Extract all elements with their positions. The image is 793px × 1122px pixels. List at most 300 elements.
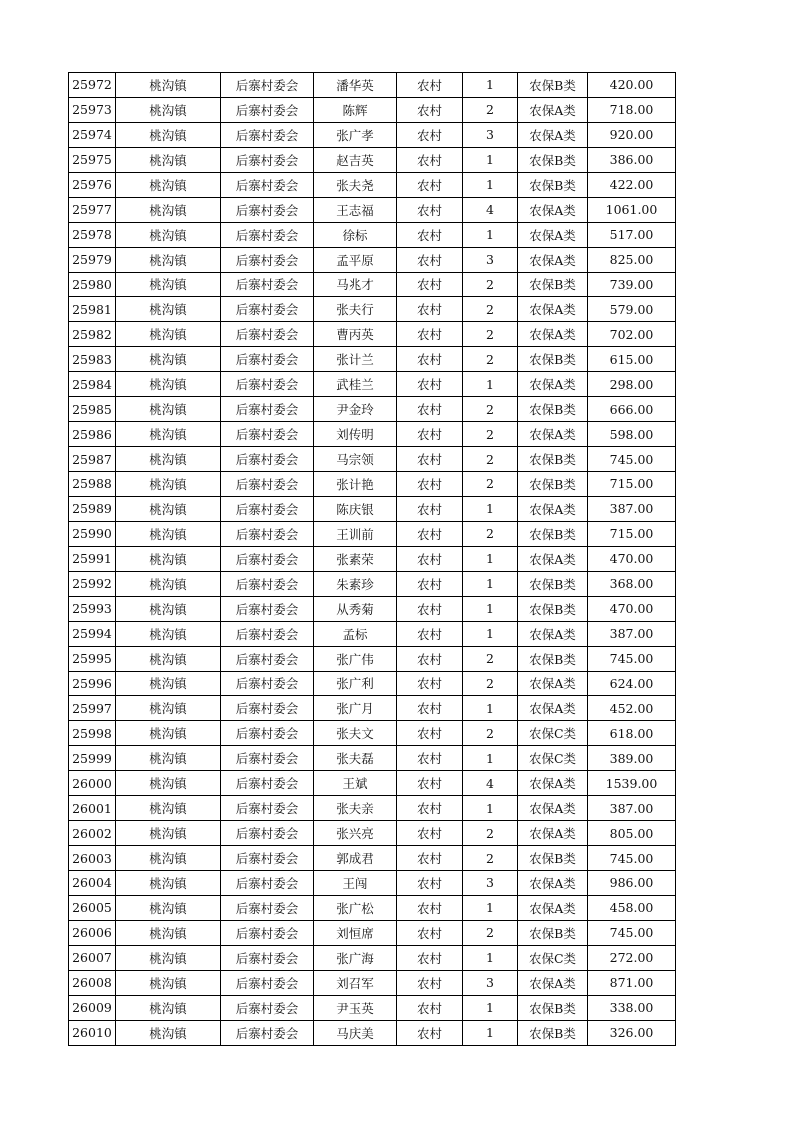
id-cell: 25973	[69, 97, 116, 122]
id-cell: 26006	[69, 920, 116, 945]
town-cell: 桃沟镇	[116, 472, 221, 497]
household-type-cell: 农村	[397, 646, 463, 671]
village-cell: 后寨村委会	[221, 821, 314, 846]
town-cell: 桃沟镇	[116, 422, 221, 447]
amount-cell: 624.00	[588, 671, 676, 696]
table-row	[69, 172, 676, 197]
id-cell: 26005	[69, 895, 116, 920]
town-cell: 桃沟镇	[116, 746, 221, 771]
name-cell: 赵吉英	[314, 147, 397, 172]
name-cell: 张夫行	[314, 297, 397, 322]
village-cell: 后寨村委会	[221, 347, 314, 372]
amount-cell: 470.00	[588, 546, 676, 571]
amount-cell: 745.00	[588, 920, 676, 945]
category-cell: 农保A类	[518, 372, 588, 397]
name-cell: 王训前	[314, 521, 397, 546]
amount-cell: 389.00	[588, 746, 676, 771]
table-row	[69, 895, 676, 920]
town-cell: 桃沟镇	[116, 247, 221, 272]
name-cell: 尹玉英	[314, 995, 397, 1020]
category-cell: 农保A类	[518, 422, 588, 447]
id-cell: 25990	[69, 521, 116, 546]
category-cell: 农保A类	[518, 970, 588, 995]
table-row	[69, 73, 676, 98]
amount-cell: 420.00	[588, 73, 676, 98]
town-cell: 桃沟镇	[116, 447, 221, 472]
village-cell: 后寨村委会	[221, 571, 314, 596]
amount-cell: 745.00	[588, 646, 676, 671]
village-cell: 后寨村委会	[221, 895, 314, 920]
town-cell: 桃沟镇	[116, 671, 221, 696]
amount-cell: 422.00	[588, 172, 676, 197]
category-cell: 农保A类	[518, 771, 588, 796]
category-cell: 农保B类	[518, 272, 588, 297]
village-cell: 后寨村委会	[221, 447, 314, 472]
member-count-cell: 2	[463, 347, 518, 372]
name-cell: 武桂兰	[314, 372, 397, 397]
category-cell: 农保A类	[518, 895, 588, 920]
member-count-cell: 1	[463, 696, 518, 721]
category-cell: 农保A类	[518, 696, 588, 721]
village-cell: 后寨村委会	[221, 796, 314, 821]
id-cell: 25977	[69, 197, 116, 222]
household-type-cell: 农村	[397, 995, 463, 1020]
amount-cell: 986.00	[588, 871, 676, 896]
member-count-cell: 2	[463, 397, 518, 422]
household-type-cell: 农村	[397, 172, 463, 197]
village-cell: 后寨村委会	[221, 1020, 314, 1045]
household-type-cell: 农村	[397, 671, 463, 696]
amount-cell: 470.00	[588, 596, 676, 621]
name-cell: 张夫磊	[314, 746, 397, 771]
category-cell: 农保B类	[518, 521, 588, 546]
village-cell: 后寨村委会	[221, 422, 314, 447]
table-row	[69, 796, 676, 821]
member-count-cell: 4	[463, 771, 518, 796]
table-body	[69, 73, 676, 1046]
table-row	[69, 472, 676, 497]
id-cell: 26008	[69, 970, 116, 995]
member-count-cell: 1	[463, 571, 518, 596]
category-cell: 农保A类	[518, 671, 588, 696]
village-cell: 后寨村委会	[221, 596, 314, 621]
category-cell: 农保A类	[518, 197, 588, 222]
amount-cell: 715.00	[588, 521, 676, 546]
table-row	[69, 297, 676, 322]
member-count-cell: 1	[463, 895, 518, 920]
data-table	[68, 72, 676, 1046]
household-type-cell: 农村	[397, 945, 463, 970]
id-cell: 25993	[69, 596, 116, 621]
village-cell: 后寨村委会	[221, 472, 314, 497]
member-count-cell: 1	[463, 596, 518, 621]
id-cell: 25975	[69, 147, 116, 172]
village-cell: 后寨村委会	[221, 546, 314, 571]
amount-cell: 272.00	[588, 945, 676, 970]
table-row	[69, 721, 676, 746]
table-row	[69, 871, 676, 896]
member-count-cell: 1	[463, 995, 518, 1020]
amount-cell: 387.00	[588, 496, 676, 521]
category-cell: 农保B类	[518, 571, 588, 596]
table-row	[69, 247, 676, 272]
town-cell: 桃沟镇	[116, 970, 221, 995]
amount-cell: 745.00	[588, 846, 676, 871]
table-row	[69, 696, 676, 721]
table-row	[69, 970, 676, 995]
category-cell: 农保B类	[518, 920, 588, 945]
name-cell: 陈辉	[314, 97, 397, 122]
town-cell: 桃沟镇	[116, 397, 221, 422]
household-type-cell: 农村	[397, 721, 463, 746]
town-cell: 桃沟镇	[116, 696, 221, 721]
household-type-cell: 农村	[397, 247, 463, 272]
category-cell: 农保B类	[518, 472, 588, 497]
household-type-cell: 农村	[397, 970, 463, 995]
household-type-cell: 农村	[397, 521, 463, 546]
village-cell: 后寨村委会	[221, 496, 314, 521]
table-row	[69, 621, 676, 646]
table-row	[69, 272, 676, 297]
id-cell: 25992	[69, 571, 116, 596]
household-type-cell: 农村	[397, 197, 463, 222]
town-cell: 桃沟镇	[116, 222, 221, 247]
village-cell: 后寨村委会	[221, 197, 314, 222]
id-cell: 25976	[69, 172, 116, 197]
household-type-cell: 农村	[397, 447, 463, 472]
name-cell: 张广月	[314, 696, 397, 721]
table-row	[69, 846, 676, 871]
name-cell: 曹丙英	[314, 322, 397, 347]
town-cell: 桃沟镇	[116, 871, 221, 896]
category-cell: 农保A类	[518, 546, 588, 571]
name-cell: 王志福	[314, 197, 397, 222]
amount-cell: 386.00	[588, 147, 676, 172]
village-cell: 后寨村委会	[221, 621, 314, 646]
member-count-cell: 3	[463, 247, 518, 272]
member-count-cell: 1	[463, 496, 518, 521]
town-cell: 桃沟镇	[116, 920, 221, 945]
table-row	[69, 222, 676, 247]
id-cell: 25989	[69, 496, 116, 521]
id-cell: 26004	[69, 871, 116, 896]
table-row	[69, 197, 676, 222]
household-type-cell: 农村	[397, 372, 463, 397]
category-cell: 农保B类	[518, 347, 588, 372]
name-cell: 张夫尧	[314, 172, 397, 197]
household-type-cell: 农村	[397, 272, 463, 297]
name-cell: 从秀菊	[314, 596, 397, 621]
id-cell: 25984	[69, 372, 116, 397]
household-type-cell: 农村	[397, 122, 463, 147]
name-cell: 朱素珍	[314, 571, 397, 596]
village-cell: 后寨村委会	[221, 846, 314, 871]
village-cell: 后寨村委会	[221, 771, 314, 796]
category-cell: 农保B类	[518, 995, 588, 1020]
name-cell: 马宗领	[314, 447, 397, 472]
name-cell: 郭成君	[314, 846, 397, 871]
name-cell: 刘传明	[314, 422, 397, 447]
village-cell: 后寨村委会	[221, 122, 314, 147]
village-cell: 后寨村委会	[221, 372, 314, 397]
town-cell: 桃沟镇	[116, 571, 221, 596]
member-count-cell: 1	[463, 172, 518, 197]
member-count-cell: 2	[463, 821, 518, 846]
member-count-cell: 1	[463, 372, 518, 397]
village-cell: 后寨村委会	[221, 397, 314, 422]
table-row	[69, 347, 676, 372]
table-row	[69, 995, 676, 1020]
category-cell: 农保A类	[518, 247, 588, 272]
id-cell: 25988	[69, 472, 116, 497]
table-row	[69, 372, 676, 397]
id-cell: 25981	[69, 297, 116, 322]
village-cell: 后寨村委会	[221, 97, 314, 122]
village-cell: 后寨村委会	[221, 945, 314, 970]
name-cell: 张夫亲	[314, 796, 397, 821]
category-cell: 农保A类	[518, 222, 588, 247]
category-cell: 农保A类	[518, 621, 588, 646]
id-cell: 26009	[69, 995, 116, 1020]
category-cell: 农保B类	[518, 596, 588, 621]
name-cell: 刘召军	[314, 970, 397, 995]
name-cell: 陈庆银	[314, 496, 397, 521]
amount-cell: 579.00	[588, 297, 676, 322]
amount-cell: 618.00	[588, 721, 676, 746]
amount-cell: 517.00	[588, 222, 676, 247]
amount-cell: 745.00	[588, 447, 676, 472]
amount-cell: 805.00	[588, 821, 676, 846]
category-cell: 农保A类	[518, 496, 588, 521]
member-count-cell: 1	[463, 621, 518, 646]
category-cell: 农保A类	[518, 297, 588, 322]
town-cell: 桃沟镇	[116, 372, 221, 397]
member-count-cell: 4	[463, 197, 518, 222]
town-cell: 桃沟镇	[116, 147, 221, 172]
household-type-cell: 农村	[397, 147, 463, 172]
id-cell: 25982	[69, 322, 116, 347]
name-cell: 潘华英	[314, 73, 397, 98]
name-cell: 张兴亮	[314, 821, 397, 846]
id-cell: 25978	[69, 222, 116, 247]
household-type-cell: 农村	[397, 871, 463, 896]
table-row	[69, 945, 676, 970]
town-cell: 桃沟镇	[116, 621, 221, 646]
member-count-cell: 2	[463, 472, 518, 497]
name-cell: 王斌	[314, 771, 397, 796]
amount-cell: 387.00	[588, 796, 676, 821]
amount-cell: 715.00	[588, 472, 676, 497]
household-type-cell: 农村	[397, 796, 463, 821]
village-cell: 后寨村委会	[221, 521, 314, 546]
id-cell: 25974	[69, 122, 116, 147]
id-cell: 25994	[69, 621, 116, 646]
name-cell: 张广孝	[314, 122, 397, 147]
category-cell: 农保B类	[518, 447, 588, 472]
town-cell: 桃沟镇	[116, 821, 221, 846]
village-cell: 后寨村委会	[221, 970, 314, 995]
member-count-cell: 1	[463, 945, 518, 970]
table-row	[69, 671, 676, 696]
town-cell: 桃沟镇	[116, 646, 221, 671]
id-cell: 25991	[69, 546, 116, 571]
town-cell: 桃沟镇	[116, 272, 221, 297]
town-cell: 桃沟镇	[116, 197, 221, 222]
amount-cell: 702.00	[588, 322, 676, 347]
table-row	[69, 920, 676, 945]
town-cell: 桃沟镇	[116, 1020, 221, 1045]
village-cell: 后寨村委会	[221, 272, 314, 297]
village-cell: 后寨村委会	[221, 671, 314, 696]
member-count-cell: 2	[463, 671, 518, 696]
village-cell: 后寨村委会	[221, 871, 314, 896]
member-count-cell: 1	[463, 1020, 518, 1045]
member-count-cell: 1	[463, 73, 518, 98]
id-cell: 26007	[69, 945, 116, 970]
town-cell: 桃沟镇	[116, 322, 221, 347]
table-row	[69, 147, 676, 172]
member-count-cell: 1	[463, 796, 518, 821]
id-cell: 25986	[69, 422, 116, 447]
id-cell: 26010	[69, 1020, 116, 1045]
id-cell: 25997	[69, 696, 116, 721]
household-type-cell: 农村	[397, 472, 463, 497]
town-cell: 桃沟镇	[116, 496, 221, 521]
table-row	[69, 546, 676, 571]
category-cell: 农保B类	[518, 147, 588, 172]
table-row	[69, 521, 676, 546]
category-cell: 农保C类	[518, 721, 588, 746]
id-cell: 26002	[69, 821, 116, 846]
town-cell: 桃沟镇	[116, 546, 221, 571]
amount-cell: 598.00	[588, 422, 676, 447]
village-cell: 后寨村委会	[221, 222, 314, 247]
household-type-cell: 农村	[397, 422, 463, 447]
member-count-cell: 2	[463, 920, 518, 945]
amount-cell: 825.00	[588, 247, 676, 272]
household-type-cell: 农村	[397, 846, 463, 871]
name-cell: 张广海	[314, 945, 397, 970]
member-count-cell: 1	[463, 147, 518, 172]
member-count-cell: 2	[463, 721, 518, 746]
town-cell: 桃沟镇	[116, 73, 221, 98]
household-type-cell: 农村	[397, 546, 463, 571]
amount-cell: 739.00	[588, 272, 676, 297]
town-cell: 桃沟镇	[116, 771, 221, 796]
table-row	[69, 322, 676, 347]
name-cell: 张计兰	[314, 347, 397, 372]
member-count-cell: 2	[463, 322, 518, 347]
village-cell: 后寨村委会	[221, 646, 314, 671]
village-cell: 后寨村委会	[221, 322, 314, 347]
id-cell: 26001	[69, 796, 116, 821]
member-count-cell: 2	[463, 521, 518, 546]
village-cell: 后寨村委会	[221, 147, 314, 172]
table-row	[69, 596, 676, 621]
town-cell: 桃沟镇	[116, 846, 221, 871]
category-cell: 农保C类	[518, 945, 588, 970]
category-cell: 农保B类	[518, 646, 588, 671]
member-count-cell: 2	[463, 272, 518, 297]
amount-cell: 666.00	[588, 397, 676, 422]
town-cell: 桃沟镇	[116, 895, 221, 920]
id-cell: 25999	[69, 746, 116, 771]
category-cell: 农保A类	[518, 122, 588, 147]
name-cell: 尹金玲	[314, 397, 397, 422]
member-count-cell: 2	[463, 846, 518, 871]
table-row	[69, 821, 676, 846]
village-cell: 后寨村委会	[221, 995, 314, 1020]
category-cell: 农保B类	[518, 397, 588, 422]
town-cell: 桃沟镇	[116, 97, 221, 122]
household-type-cell: 农村	[397, 97, 463, 122]
amount-cell: 920.00	[588, 122, 676, 147]
name-cell: 马庆美	[314, 1020, 397, 1045]
member-count-cell: 2	[463, 422, 518, 447]
household-type-cell: 农村	[397, 322, 463, 347]
member-count-cell: 2	[463, 97, 518, 122]
amount-cell: 368.00	[588, 571, 676, 596]
village-cell: 后寨村委会	[221, 746, 314, 771]
category-cell: 农保A类	[518, 322, 588, 347]
household-type-cell: 农村	[397, 821, 463, 846]
town-cell: 桃沟镇	[116, 796, 221, 821]
member-count-cell: 1	[463, 222, 518, 247]
household-type-cell: 农村	[397, 895, 463, 920]
household-type-cell: 农村	[397, 596, 463, 621]
member-count-cell: 1	[463, 546, 518, 571]
town-cell: 桃沟镇	[116, 995, 221, 1020]
village-cell: 后寨村委会	[221, 172, 314, 197]
id-cell: 25996	[69, 671, 116, 696]
member-count-cell: 2	[463, 646, 518, 671]
household-type-cell: 农村	[397, 397, 463, 422]
village-cell: 后寨村委会	[221, 721, 314, 746]
amount-cell: 718.00	[588, 97, 676, 122]
category-cell: 农保B类	[518, 172, 588, 197]
town-cell: 桃沟镇	[116, 297, 221, 322]
village-cell: 后寨村委会	[221, 247, 314, 272]
amount-cell: 615.00	[588, 347, 676, 372]
household-type-cell: 农村	[397, 571, 463, 596]
household-type-cell: 农村	[397, 496, 463, 521]
household-type-cell: 农村	[397, 696, 463, 721]
category-cell: 农保A类	[518, 871, 588, 896]
household-type-cell: 农村	[397, 1020, 463, 1045]
amount-cell: 1539.00	[588, 771, 676, 796]
name-cell: 张广松	[314, 895, 397, 920]
member-count-cell: 2	[463, 297, 518, 322]
id-cell: 26000	[69, 771, 116, 796]
name-cell: 徐标	[314, 222, 397, 247]
category-cell: 农保C类	[518, 746, 588, 771]
table-row	[69, 646, 676, 671]
name-cell: 张素荣	[314, 546, 397, 571]
town-cell: 桃沟镇	[116, 945, 221, 970]
town-cell: 桃沟镇	[116, 122, 221, 147]
id-cell: 25983	[69, 347, 116, 372]
village-cell: 后寨村委会	[221, 297, 314, 322]
village-cell: 后寨村委会	[221, 696, 314, 721]
category-cell: 农保A类	[518, 821, 588, 846]
table-row	[69, 122, 676, 147]
village-cell: 后寨村委会	[221, 73, 314, 98]
category-cell: 农保A类	[518, 97, 588, 122]
household-type-cell: 农村	[397, 297, 463, 322]
category-cell: 农保B类	[518, 73, 588, 98]
household-type-cell: 农村	[397, 347, 463, 372]
member-count-cell: 3	[463, 122, 518, 147]
